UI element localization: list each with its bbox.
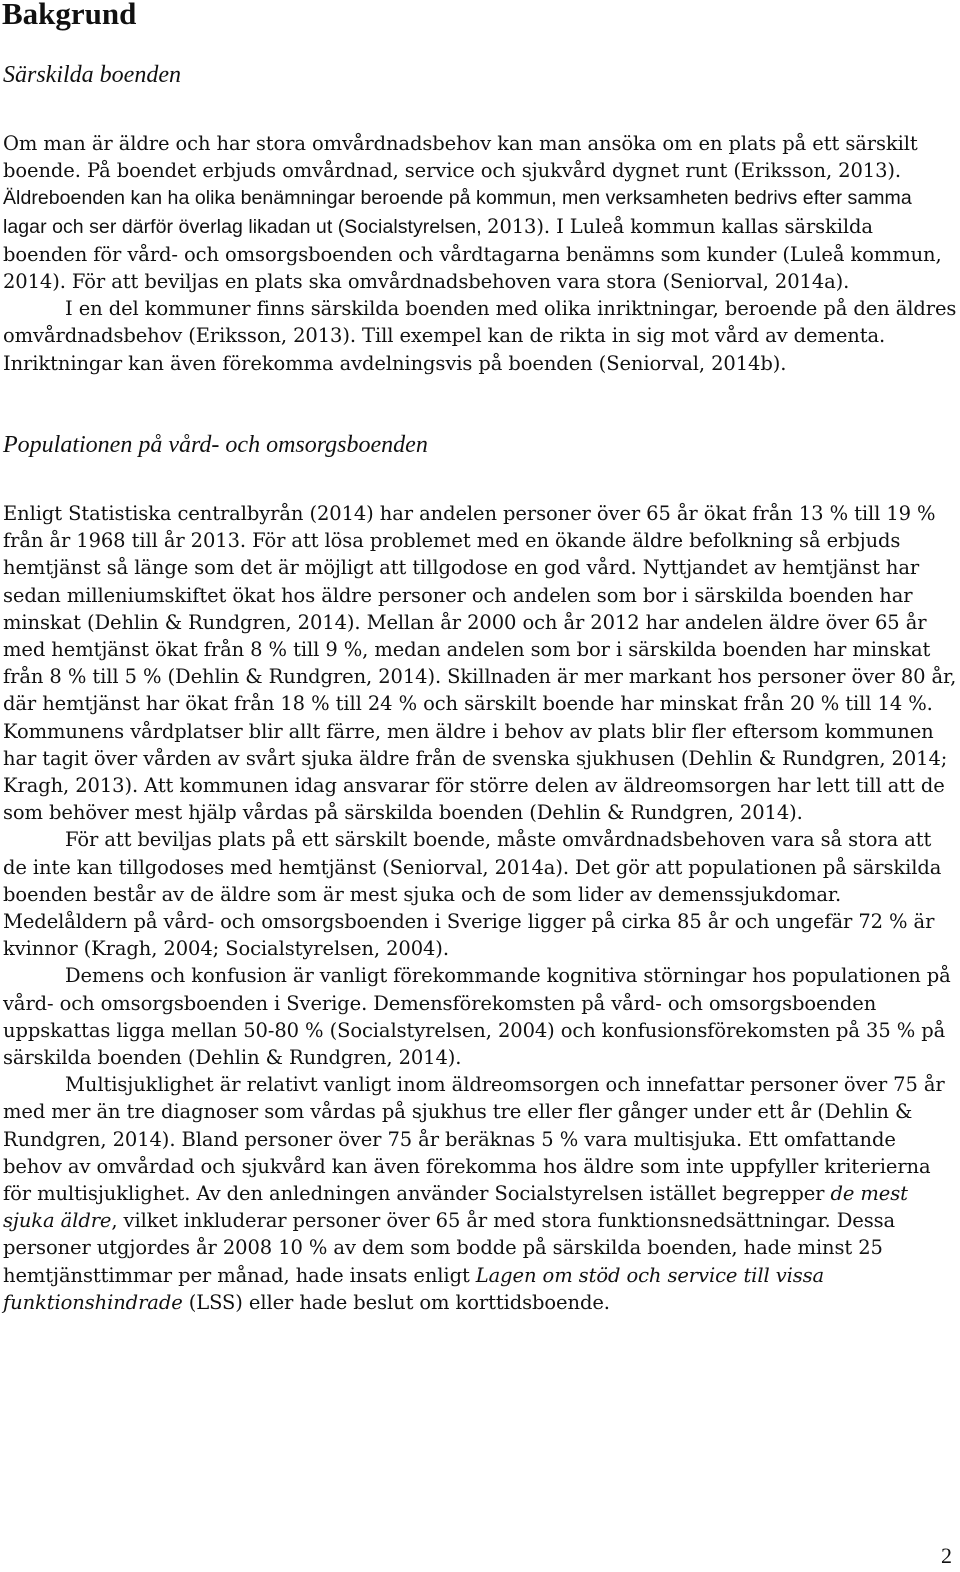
section-heading-sarskilda-boenden: Särskilda boenden [3, 62, 181, 88]
paragraph-text: , vilket inkluderar personer över 65 år med stora funktionsnedsättningar. Dessa personer utgjordes år 2008 10 % av dem som bodde på särskilda boenden, hade minst 25 hemtjänsttimmar per månad, hade insats enligt [3, 1209, 896, 1287]
paragraph: Demens och konfusion är vanligt förekommande kognitiva störningar hos populationen på vård- och omsorgsboenden i Sverige. Demensförekomsten på vård- och omsorgsboenden uppskattas ligga mellan 50-80 % (Socialstyrelsen, 2004) och konfusionsförekomsten på 35 % på särskilda boenden (Dehlin & Rundgren, 2014). [3, 964, 951, 1070]
paragraph-text-sans: Äldreboenden kan ha olika benämningar beroende på kommun, men verksamheten bedrivs efter samma lagar och ser därför överlag likadan ut (Socialstyrelsen, [3, 187, 912, 238]
italic-term: de mest sjuka äldre [3, 1182, 908, 1233]
paragraph-text: Om man är äldre och har stora omvårdnadsbehov kan man ansöka om en plats på ett särskilt boende. På boendet erbjuds omvårdnad, service och sjukvård dygnet runt (Eriksson, 2013). [3, 132, 918, 183]
paragraph [3, 130, 959, 295]
page-number: 2 [941, 1543, 952, 1568]
paragraph-text: 2013). I Luleå kommun kallas särskilda boenden för vård- och omsorgsboenden och vårdtagarna benämns som kunder (Luleå kommun, 2014). För att beviljas en plats ska omvårdnadsbehoven vara stora (Seniorval, 2014a). [3, 214, 942, 294]
paragraph: För att beviljas plats på ett särskilt boende, måste omvårdnadsbehoven vara så stora att de inte kan tillgodoses med hemtjänst (Seniorval, 2014a). Det gör att populationen på särskilda boenden består av de äldre som är mest sjuka och de som lider av demenssjukdomar. Medelåldern på vård- och omsorgsboenden i Sverige ligger på cirka 85 år och ungefär 72 % är kvinnor (Kragh, 2004; Socialstyrelsen, 2004). [3, 828, 942, 961]
page-title: Bakgrund [2, 0, 137, 31]
paragraph-text: (LSS) eller hade beslut om korttidsboende. [182, 1290, 610, 1314]
section-body-populationen [3, 500, 959, 1316]
paragraph: Enligt Statistiska centralbyrån (2014) har andelen personer över 65 år ökat från 13 % till 19 % från år 1968 till år 2013. För att lösa problemet med en ökande äldre befolkning så erbjuds hemtjänst så länge som det är möjligt att tillgodose en god vård. Nyttjandet av hemtjänst har sedan milleniumskiftet ökat hos äldre personer och andelen som bor i särskilda boenden har minskat (Dehlin & Rundgren, 2014). Mellan år 2000 och år 2012 har andelen äldre över 65 år med hemtjänst ökat från 8 % till 9 %, medan andelen som bor i särskilda boenden har minskat från 8 % till 5 % (Dehlin & Rundgren, 2014). Skillnaden är mer markant hos personer över 80 år, där hemtjänst har ökat från 18 % till 24 % och särskilt boende har minskat från 20 % till 14 %. Kommunens vårdplatser blir allt färre, men äldre i behov av plats blir fler eftersom kommunen har tagit över vården av svårt sjuka äldre från de svenska sjukhusen (Dehlin & Rundgren, 2014; Kragh, 2013). Att kommunen idag ansvarar för större delen av äldreomsorgen har lett till att de som behöver mest hjälp vårdas på särskilda boenden (Dehlin & Rundgren, 2014). [3, 502, 957, 825]
section-heading-populationen: Populationen på vård- och omsorgsboenden [3, 432, 428, 458]
paragraph: I en del kommuner finns särskilda boenden med olika inriktningar, beroende på den äldres omvårdnadsbehov (Eriksson, 2013). Till exempel kan de rikta in sig mot vård av dementa. Inriktningar kan även förekomma avdelningsvis på boenden (Seniorval, 2014b). [3, 297, 957, 375]
italic-law-name: Lagen om stöd och service till vissa funktionshindrade [3, 1263, 825, 1314]
paragraph-text: Multisjuklighet är relativt vanligt inom äldreomsorgen och innefattar personer över 75 år med mer än tre diagnoser som vårdas på sjukhus tre eller fler gånger under ett år (Dehlin & Rundgren, 2014). Bland personer över 75 år beräknas 5 % vara multisjuka. Ett omfattande behov av omvårdad och sjukvård kan även förekomma hos äldre som inte uppfyller kriterierna för multisjuklighet. Av den anledningen använder Socialstyrelsen istället begrepper [3, 1073, 945, 1206]
section-body-sarskilda-boenden [3, 130, 959, 377]
paragraph [3, 1071, 959, 1316]
